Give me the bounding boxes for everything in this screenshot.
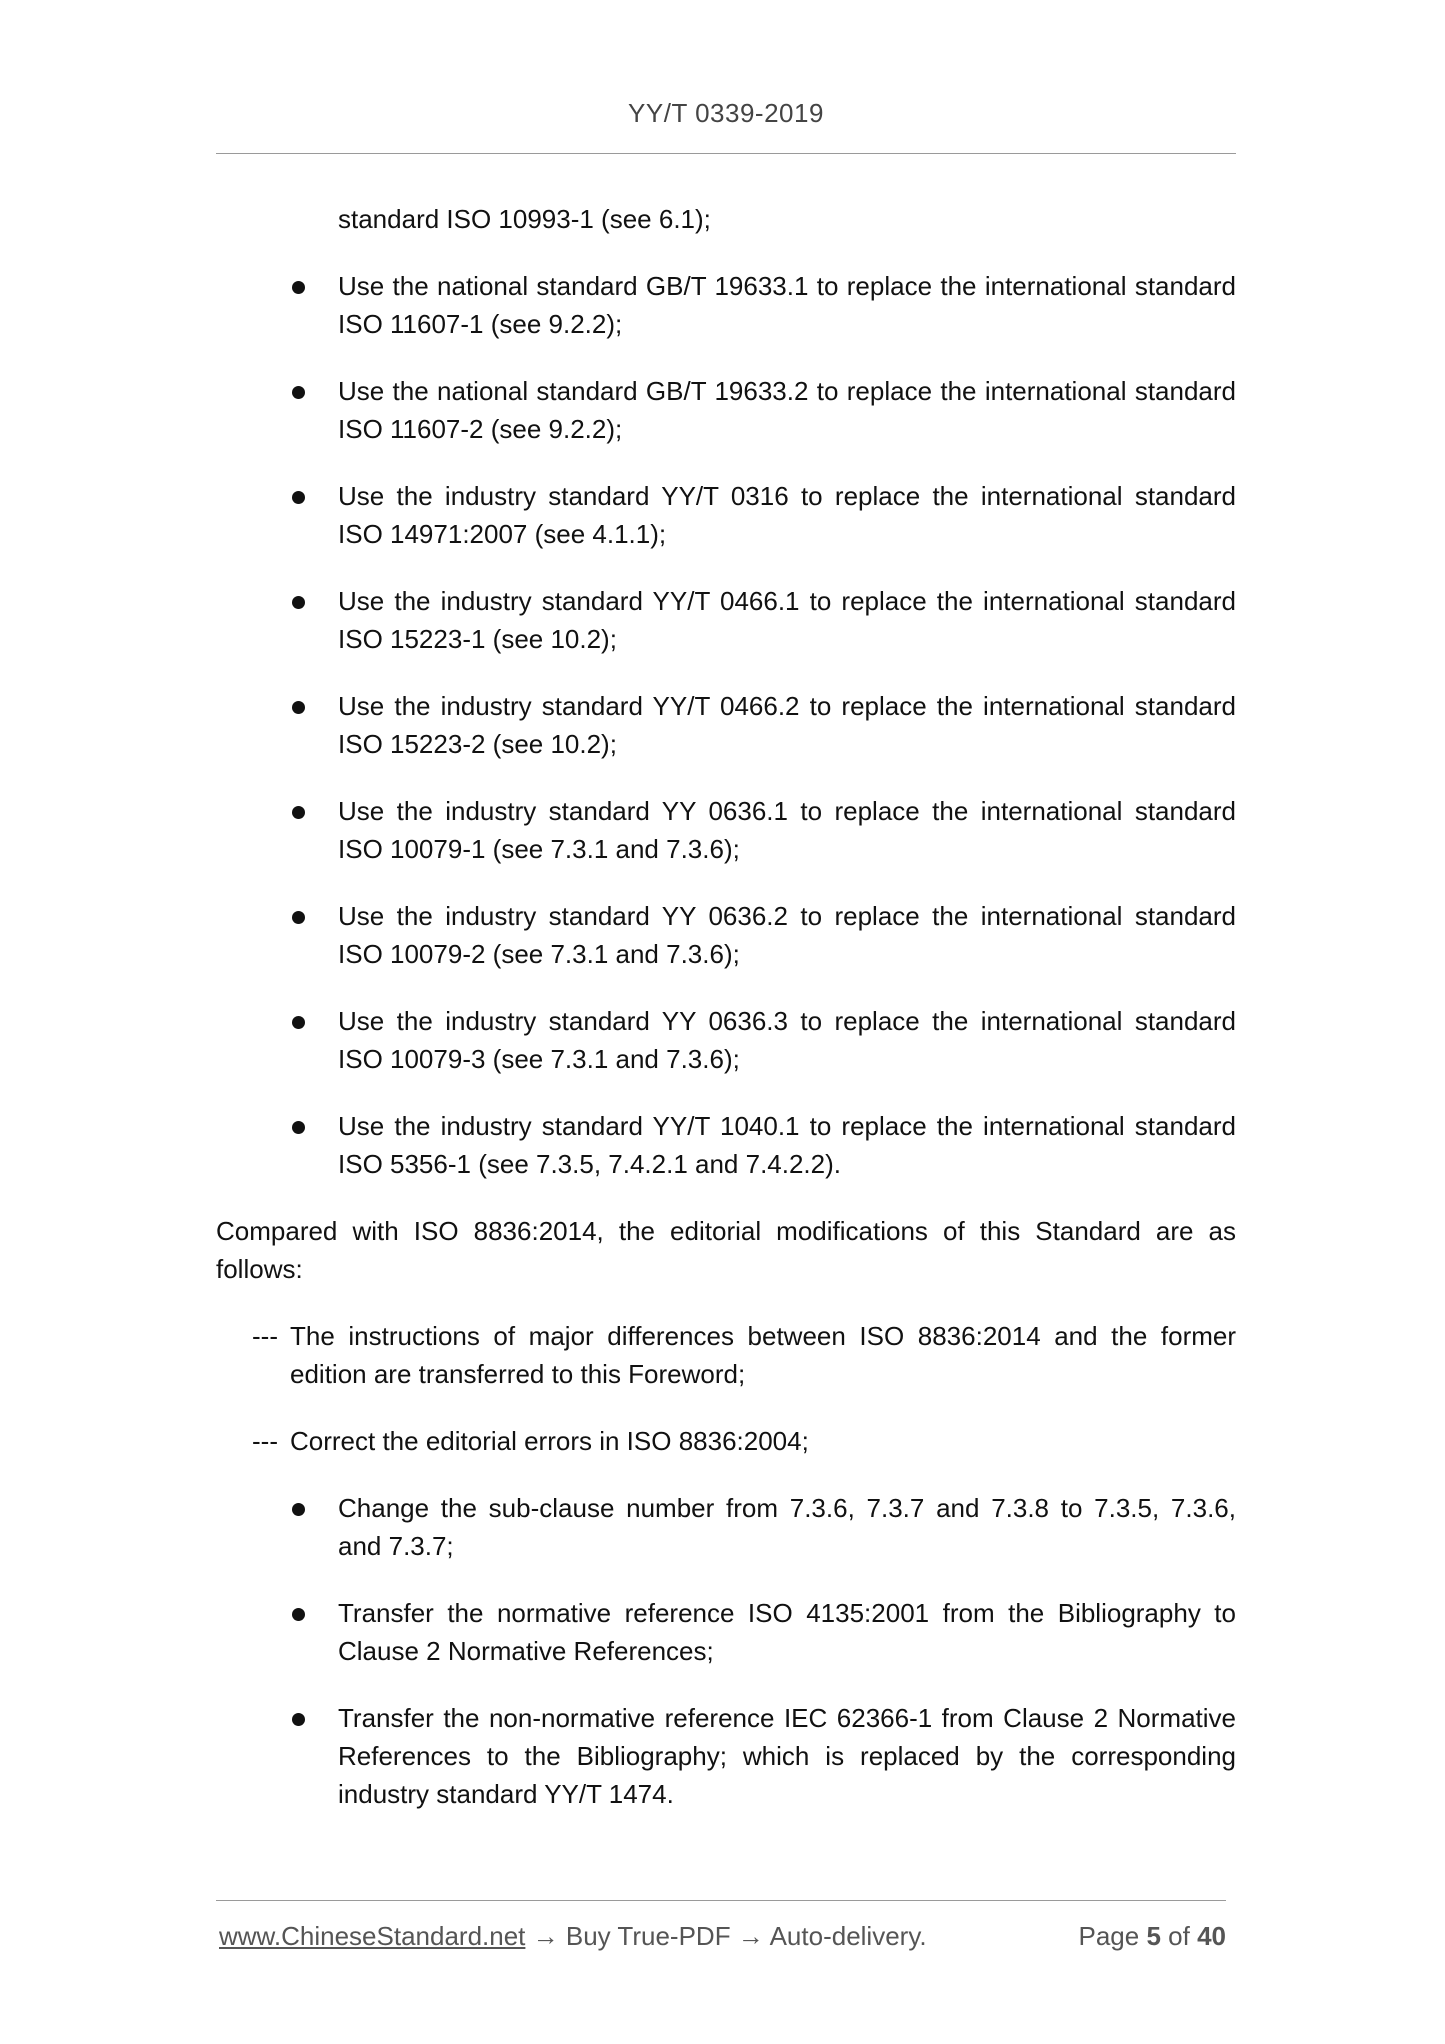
bullet-item	[216, 477, 1236, 553]
editorial-intro-paragraph: Compared with ISO 8836:2014, the editorial modifications of this Standard are as follows:	[216, 1216, 1236, 1284]
footer-divider	[216, 1900, 1226, 1901]
bullet-dot-icon	[292, 701, 305, 714]
bullet-item	[216, 1002, 1236, 1078]
bullet-text: Use the national standard GB/T 19633.1 to replace the international standard ISO 11607-1 (see 9.2.2);	[338, 271, 1236, 339]
bullet-item	[216, 792, 1236, 868]
bullet-item	[216, 372, 1236, 448]
dash-item	[216, 1422, 1236, 1460]
document-header-id: YY/T 0339-2019	[628, 98, 824, 128]
document-body	[216, 200, 1236, 1813]
page-number	[1078, 1921, 1226, 1952]
bullet-text: Use the industry standard YY 0636.3 to replace the international standard ISO 10079-3 (see 7.3.1 and 7.3.6);	[338, 1006, 1236, 1074]
bullet-item	[216, 267, 1236, 343]
website-link[interactable]: www.ChineseStandard.net	[219, 1921, 526, 1951]
bullet-dot-icon	[292, 491, 305, 504]
dash-prefix: ---	[252, 1426, 278, 1456]
continuation-text: standard ISO 10993-1 (see 6.1);	[338, 204, 711, 234]
bullet-item	[216, 1594, 1236, 1670]
bullet-text: Use the industry standard YY/T 1040.1 to replace the international standard ISO 5356-1 (see 7.3.5, 7.4.2.1 and 7.4.2.2).	[338, 1111, 1236, 1179]
bullet-dot-icon	[292, 1121, 305, 1134]
bullet-item	[216, 582, 1236, 658]
bullet-text: Use the industry standard YY/T 0466.2 to replace the international standard ISO 15223-2 (see 10.2);	[338, 691, 1236, 759]
bullet-dot-icon	[292, 806, 305, 819]
bullet-text: Use the industry standard YY/T 0316 to replace the international standard ISO 14971:2007 (see 4.1.1);	[338, 481, 1236, 549]
bullet-text: Use the industry standard YY 0636.1 to replace the international standard ISO 10079-1 (see 7.3.1 and 7.3.6);	[338, 796, 1236, 864]
dash-text: The instructions of major differences between ISO 8836:2014 and the former edition are transferred to this Foreword;	[290, 1321, 1236, 1389]
continuation-line	[216, 200, 1236, 238]
dash-text: Correct the editorial errors in ISO 8836:2004;	[290, 1426, 809, 1456]
bullet-dot-icon	[292, 386, 305, 399]
bullet-item	[216, 1489, 1236, 1565]
bullet-dot-icon	[292, 1016, 305, 1029]
page-total: 40	[1197, 1921, 1226, 1951]
dash-prefix: ---	[252, 1321, 278, 1351]
bullet-item	[216, 1699, 1236, 1813]
page-footer	[219, 1921, 1226, 1952]
page-of-label: of	[1168, 1921, 1190, 1951]
bullet-dot-icon	[292, 1608, 305, 1621]
page-current: 5	[1146, 1921, 1161, 1951]
bullet-item	[216, 897, 1236, 973]
bullet-text: Change the sub-clause number from 7.3.6, 7.3.7 and 7.3.8 to 7.3.5, 7.3.6, and 7.3.7;	[338, 1493, 1236, 1561]
page-label: Page	[1078, 1921, 1140, 1951]
bullet-item	[216, 1107, 1236, 1183]
bullet-dot-icon	[292, 596, 305, 609]
bullet-dot-icon	[292, 281, 305, 294]
header-divider	[216, 153, 1236, 154]
footer-promo-text: → Buy True-PDF → Auto-delivery.	[532, 1921, 927, 1951]
bullet-text: Use the industry standard YY/T 0466.1 to replace the international standard ISO 15223-1 (see 10.2);	[338, 586, 1236, 654]
dash-item	[216, 1317, 1236, 1393]
bullet-dot-icon	[292, 911, 305, 924]
bullet-item	[216, 687, 1236, 763]
bullet-text: Use the national standard GB/T 19633.2 to replace the international standard ISO 11607-2 (see 9.2.2);	[338, 376, 1236, 444]
bullet-text: Transfer the normative reference ISO 4135:2001 from the Bibliography to Clause 2 Normative References;	[338, 1598, 1236, 1666]
bullet-dot-icon	[292, 1503, 305, 1516]
bullet-text: Use the industry standard YY 0636.2 to replace the international standard ISO 10079-2 (see 7.3.1 and 7.3.6);	[338, 901, 1236, 969]
bullet-dot-icon	[292, 1713, 305, 1726]
bullet-text: Transfer the non-normative reference IEC 62366-1 from Clause 2 Normative References to the Bibliography; which is replaced by the corresponding industry standard YY/T 1474.	[338, 1703, 1236, 1809]
